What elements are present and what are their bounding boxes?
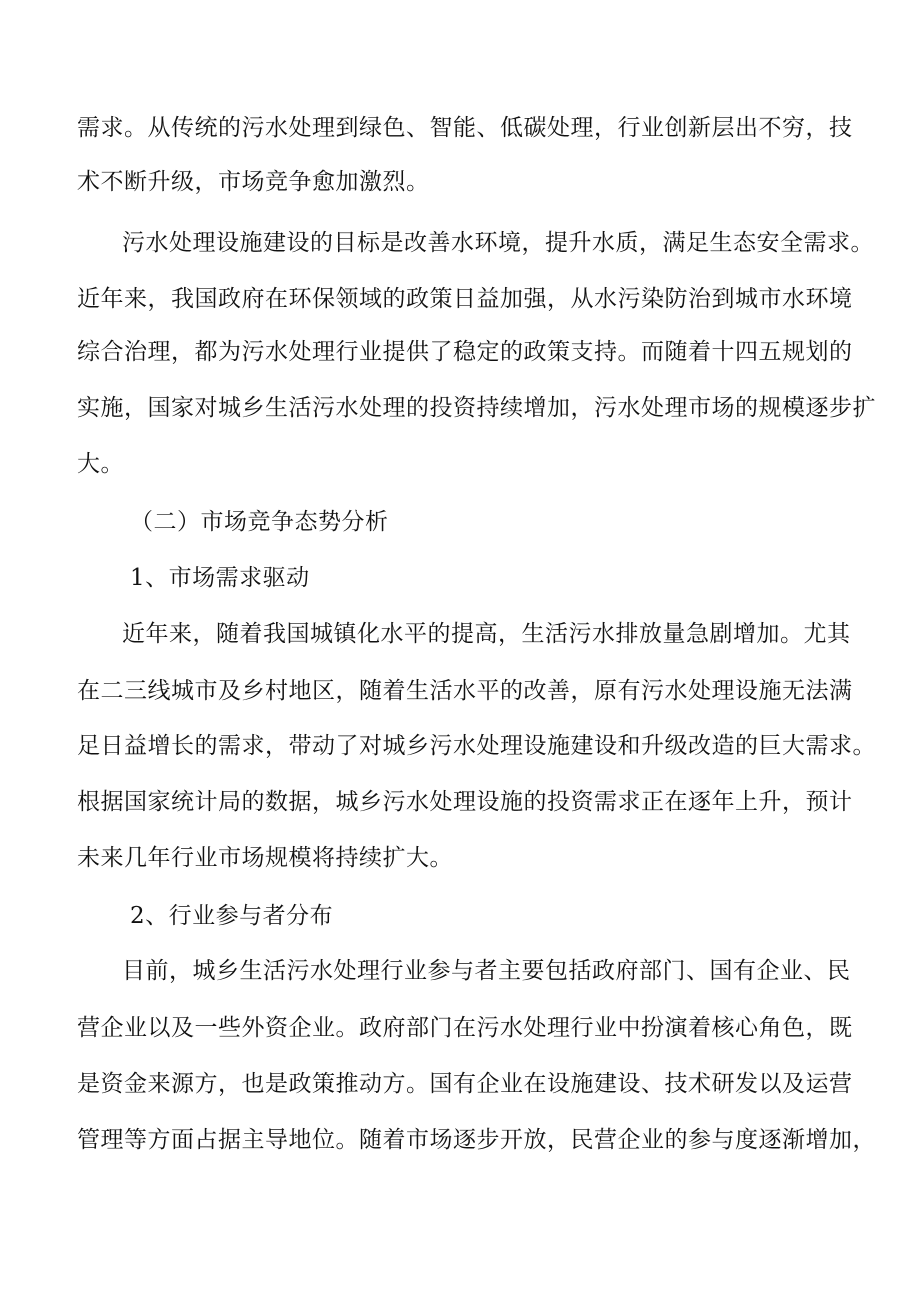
paragraph-line: 目前，城乡生活污水处理行业参与者主要包括政府部门、国有企业、民 — [122, 958, 851, 984]
paragraph-line: 大。 — [77, 451, 124, 477]
paragraph-line: 足日益增长的需求，带动了对城乡污水处理设施建设和升级改造的巨大需求。 — [77, 733, 876, 759]
subheading-2: 2、行业参与者分布 — [130, 903, 334, 929]
section-heading: （二）市场竞争态势分析 — [130, 509, 389, 535]
paragraph-line: 未来几年行业市场规模将持续扩大。 — [77, 845, 453, 871]
paragraph-line: 管理等方面占据主导地位。随着市场逐步开放，民营企业的参与度逐渐增加， — [77, 1127, 876, 1153]
paragraph-line: 实施，国家对城乡生活污水处理的投资持续增加，污水处理市场的规模逐步扩 — [77, 395, 876, 421]
paragraph-line: 污水处理设施建设的目标是改善水环境，提升水质，满足生态安全需求。 — [122, 230, 874, 256]
paragraph-line: 需求。从传统的污水处理到绿色、智能、低碳处理，行业创新层出不穷，技 — [77, 115, 853, 141]
paragraph-line: 根据国家统计局的数据，城乡污水处理设施的投资需求正在逐年上升，预计 — [77, 789, 853, 815]
paragraph-line: 近年来，我国政府在环保领域的政策日益加强，从水污染防治到城市水环境 — [77, 286, 853, 312]
paragraph-line: 近年来，随着我国城镇化水平的提高，生活污水排放量急剧增加。尤其 — [122, 621, 851, 647]
paragraph-line: 在二三线城市及乡村地区，随着生活水平的改善，原有污水处理设施无法满 — [77, 678, 853, 704]
paragraph-line: 是资金来源方，也是政策推动方。国有企业在设施建设、技术研发以及运营 — [77, 1071, 853, 1097]
paragraph-line: 营企业以及一些外资企业。政府部门在污水处理行业中扮演着核心角色，既 — [77, 1015, 853, 1041]
subheading-1: 1、市场需求驱动 — [130, 565, 310, 591]
paragraph-line: 综合治理，都为污水处理行业提供了稳定的政策支持。而随着十四五规划的 — [77, 339, 853, 365]
paragraph-line: 术不断升级，市场竞争愈加激烈。 — [77, 169, 430, 195]
